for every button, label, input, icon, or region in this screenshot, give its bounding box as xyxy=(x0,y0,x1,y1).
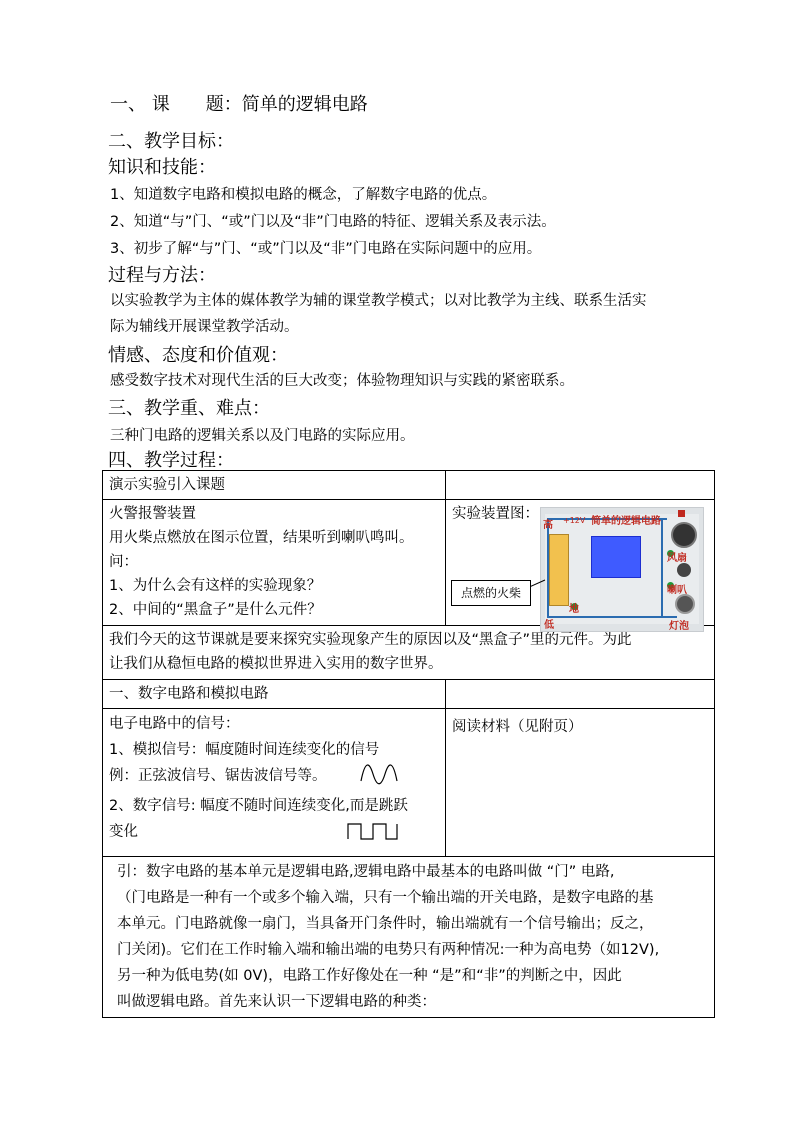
black-box xyxy=(591,536,641,578)
signal-cell xyxy=(103,709,446,857)
logic-cell xyxy=(103,857,715,1018)
table-row xyxy=(103,709,715,857)
photo-high-label: 高 xyxy=(543,520,553,531)
empty-cell xyxy=(446,680,715,709)
topic-value: 简单的逻辑电路 xyxy=(241,94,368,115)
logic-line: 门关闭)。它们在工作时输入端和输出端的电势只有两种情况:一种为高电势（如12V), xyxy=(117,942,660,958)
alarm-line: 火警报警装置 xyxy=(109,506,196,522)
signal-line xyxy=(109,819,439,845)
intro-cell xyxy=(103,626,715,680)
signal-change: 变化 xyxy=(109,824,138,840)
alarm-line: 用火柴点燃放在图示位置，结果听到喇叭鸣叫。 xyxy=(109,530,414,546)
process-section-title: 四、教学过程： xyxy=(108,450,234,471)
alarm-line: 问： xyxy=(109,554,138,570)
signal-line xyxy=(109,763,439,789)
empty-cell xyxy=(446,471,715,500)
photo-title: 简单的逻辑电路 xyxy=(591,516,661,527)
keypoints-text: 三种门电路的逻辑关系以及门电路的实际应用。 xyxy=(110,428,415,444)
match-callout: 点燃的火柴 xyxy=(451,580,531,606)
photo-low-label: 低 xyxy=(544,620,554,631)
intro-line: 我们今天的这节课就是要来探究实验现象产生的原因以及“黑盒子”里的元件。为此 xyxy=(109,632,632,648)
intro-line: 让我们从稳恒电路的模拟世界进入实用的数字世界。 xyxy=(109,656,443,672)
section1-cell xyxy=(103,680,446,709)
photo-wire xyxy=(547,616,677,618)
logic-line: 叫做逻辑电路。首先来认识一下逻辑电路的种类： xyxy=(117,994,436,1010)
logic-line: 另一种为低电势(如 0V)，电路工作好像处在一种 “是”和“非”的判断之中，因此 xyxy=(117,968,622,984)
power-indicator-icon xyxy=(678,510,685,517)
topic-line xyxy=(110,90,368,116)
demo-title: 演示实验引入课题 xyxy=(109,477,225,493)
objectives-title: 二、教学目标： xyxy=(108,131,234,152)
alarm-cell xyxy=(103,500,446,626)
process-line-2: 际为辅线开展课堂教学活动。 xyxy=(110,319,299,335)
bulb-icon xyxy=(675,594,695,614)
signal-line: 电子电路中的信号： xyxy=(109,716,240,732)
fan-icon xyxy=(671,522,697,548)
signal-line: 1、模拟信号：幅度随时间连续变化的信号 xyxy=(109,742,380,758)
photo-bulb-label: 灯泡 xyxy=(669,621,689,632)
attitude-title: 情感、态度和价值观： xyxy=(108,345,288,366)
signal-example: 例：正弦波信号、锯齿波信号等。 xyxy=(109,768,327,784)
knowledge-item-3: 3、初步了解“与”门、“或”门以及“非”门电路在实际问题中的应用。 xyxy=(110,241,542,257)
photo-ground-label: 地 xyxy=(569,604,579,615)
square-wave-icon xyxy=(347,821,399,841)
knowledge-item-2: 2、知道“与”门、“或”门以及“非”门电路的特征、逻辑关系及表示法。 xyxy=(110,214,556,230)
photo-voltage-label: +12V xyxy=(563,516,586,525)
photo-speaker-label: 喇叭 xyxy=(667,585,687,596)
alarm-line: 2、中间的“黑盒子”是什么元件？ xyxy=(109,602,322,618)
process-title: 过程与方法： xyxy=(108,265,216,286)
sine-wave-icon xyxy=(359,763,399,785)
attitude-text: 感受数字技术对现代生活的巨大改变；体验物理知识与实践的紧密联系。 xyxy=(110,373,574,389)
logic-line: （门电路是一种有一个或多个输入端，只有一个输出端的开关电路，是数字电路的基 xyxy=(117,890,654,906)
speaker-icon xyxy=(677,563,691,577)
logic-line: 本单元。门电路就像一扇门，当具备开门条件时，输出端就有一个信号输出；反之， xyxy=(117,916,654,932)
table-row xyxy=(103,471,715,500)
apparatus-photo xyxy=(540,507,704,632)
signal-line: 2、数字信号: 幅度不随时间连续变化,而是跳跃 xyxy=(109,798,408,814)
topic-label: 一、 课 题： xyxy=(110,94,242,115)
process-line-1: 以实验教学为主体的媒体教学为辅的课堂教学模式；以对比教学为主线、联系生活实 xyxy=(110,293,647,309)
table-row xyxy=(103,680,715,709)
photo-fan-label: 风扇 xyxy=(667,553,687,564)
apparatus-label: 实验装置图： xyxy=(452,506,539,522)
knowledge-title: 知识和技能： xyxy=(108,157,216,178)
table-row xyxy=(103,626,715,680)
section1-title: 一、数字电路和模拟电路 xyxy=(109,686,269,702)
circuit-component xyxy=(549,534,569,606)
logic-line: 引：数字电路的基本单元是逻辑电路,逻辑电路中最基本的电路叫做 “门” 电路, xyxy=(117,864,615,880)
reading-cell xyxy=(446,709,715,857)
knowledge-item-1: 1、知道数字电路和模拟电路的概念，了解数字电路的优点。 xyxy=(110,187,497,203)
reading-text: 阅读材料（见附页） xyxy=(452,719,583,735)
table-row xyxy=(103,857,715,1018)
alarm-line: 1、为什么会有这样的实验现象？ xyxy=(109,578,322,594)
photo-wire xyxy=(661,518,663,616)
demo-title-cell xyxy=(103,471,446,500)
keypoints-title: 三、教学重、难点： xyxy=(108,398,270,419)
